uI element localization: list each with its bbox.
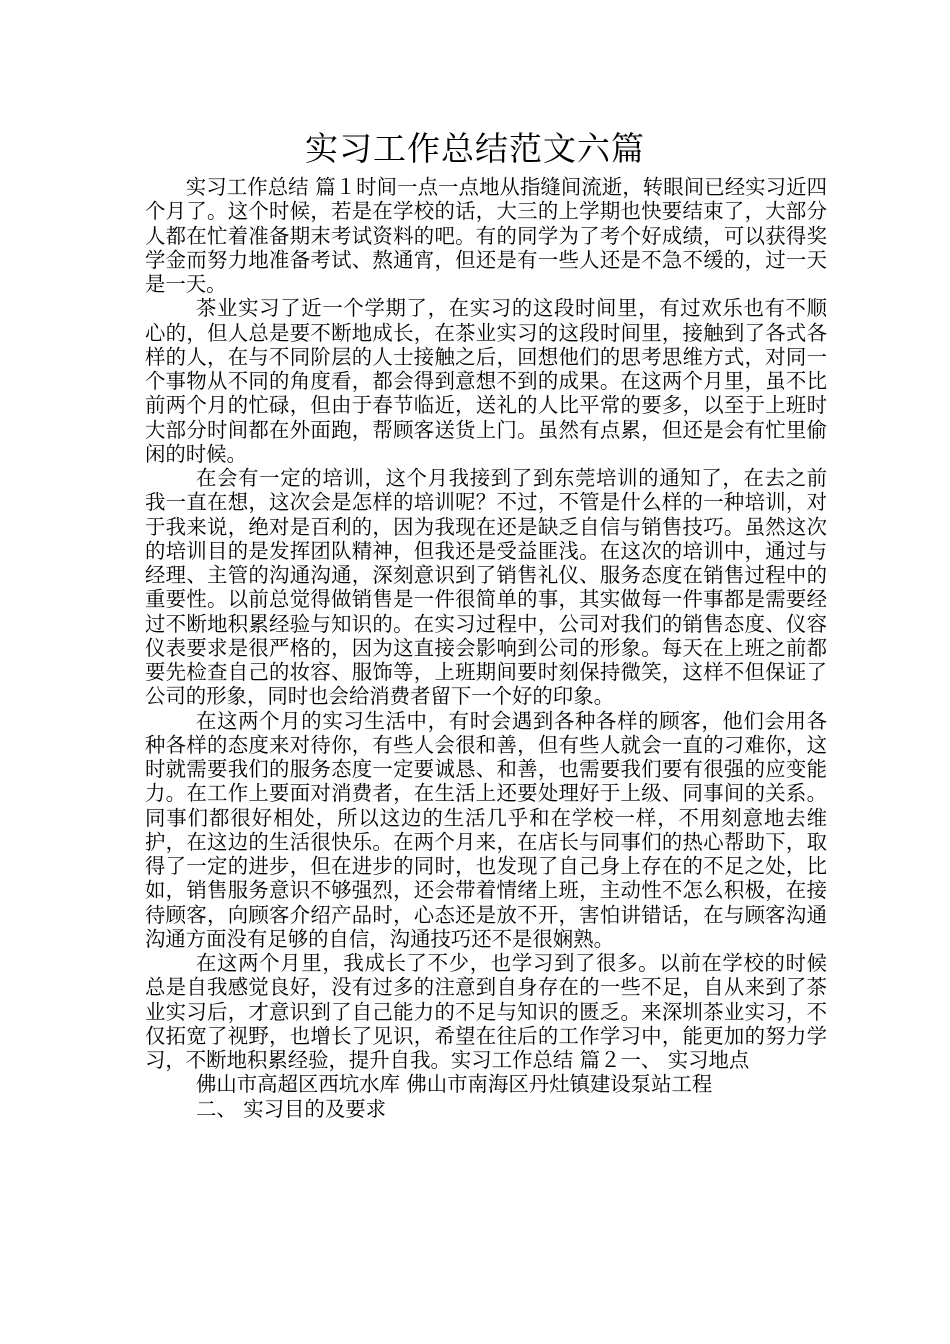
paragraph-2: 茶业实习了近一个学期了，在实习的这段时间里，有过欢乐也有不顺心的，但人总是要不断地成长，在茶业实习的这段时间里，接触到了各式各样的人，在与不同阶层的人士接触之后，回想他们的思考思维方式，对同一个事物从不同的角度看，都会得到意想不到的成果。在这两个月里，虽不比前两个月的忙碌，但由于春节临近，送礼的人比平常的要多，以至于上班时大部分时间都在外面跑，帮顾客送货上门。虽然有点累，但还是会有忙里偷闲的时候。 bbox=[145, 296, 827, 466]
paragraph-3: 在会有一定的培训，这个月我接到了到东莞培训的通知了，在去之前我一直在想，这次会是怎样的培训呢？不过，不管是什么样的一种培训，对于我来说，绝对是百利的，因为我现在还是缺乏自信与销售技巧。虽然这次的培训目的是发挥团队精神，但我还是受益匪浅。在这次的培训中，通过与经理、主管的沟通沟通，深刻意识到了销售礼仪、服务态度在销售过程中的重要性。以前总觉得做销售是一件很简单的事，其实做每一件事都是需要经过不断地积累经验与知识的。在实习过程中，公司对我们的销售态度、仪容仪表要求是很严格的，因为这直接会影响到公司的形象。每天在上班之前都要先检查自己的妆容、服饰等，上班期间要时刻保持微笑，这样不但保证了公司的形象，同时也会给消费者留下一个好的印象。 bbox=[145, 466, 827, 709]
paragraph-5: 在这两个月里，我成长了不少，也学习到了很多。以前在学校的时候总是自我感觉良好，没有过多的注意到自身存在的一些不足，自从来到了茶业实习后，才意识到了自己能力的不足与知识的匮乏。来深圳茶业实习，不仅拓宽了视野，也增长了见识，希望在往后的工作学习中，能更加的努力学习，不断地积累经验，提升自我。实习工作总结 篇２一、 实习地点 bbox=[145, 951, 827, 1072]
paragraph-4: 在这两个月的实习生活中，有时会遇到各种各样的顾客，他们会用各种各样的态度来对待你，有些人会很和善，但有些人就会一直的刁难你，这时就需要我们的服务态度一定要诚恳、和善，也需要我们要有很强的应变能力。在工作上要面对消费者，在生活上还要处理好于上级、同事间的关系。同事们都很好相处，所以这边的生活几乎和在学校一样，不用刻意地去维护，在这边的生活很快乐。在两个月来，在店长与同事们的热心帮助下，取得了一定的进步，但在进步的同时，也发现了自己身上存在的不足之处，比如，销售服务意识不够强烈，还会带着情绪上班，主动性不怎么积极，在接待顾客，向顾客介绍产品时，心态还是放不开，害怕讲错话，在与顾客沟通沟通方面没有足够的自信，沟通技巧还不是很娴熟。 bbox=[145, 708, 827, 951]
paragraph-6: 佛山市高超区西坑水库 佛山市南海区丹灶镇建设泵站工程 bbox=[196, 1072, 713, 1097]
paragraph-1: 实习工作总结 篇１时间一点一点地从指缝间流逝，转眼间已经实习近四个月了。这个时候，若是在学校的话，大三的上学期也快要结束了，大部分人都在忙着准备期末考试资料的吧。有的同学为了考个好成绩，可以获得奖学金而努力地准备考试、熬通宵，但还是有一些人还是不急不缓的，过一天是一天。 bbox=[145, 175, 827, 296]
document-body bbox=[145, 175, 827, 1121]
document-title: 实习工作总结范文六篇 bbox=[305, 129, 645, 168]
paragraph-7: 二、 实习目的及要求 bbox=[196, 1096, 386, 1121]
